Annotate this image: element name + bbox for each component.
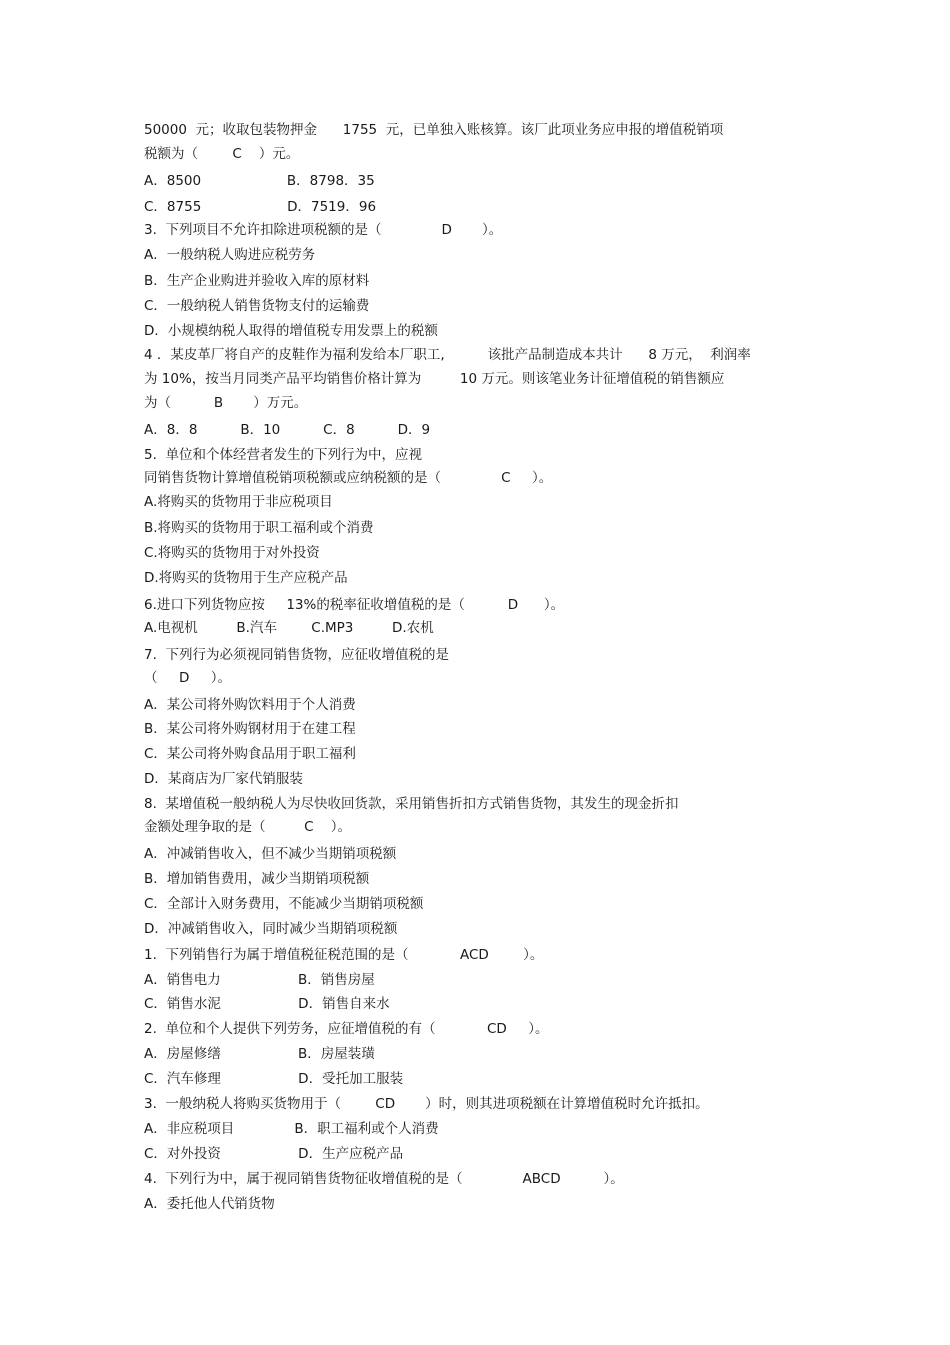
text-line: A.将购买的货物用于非应税项目 [144,494,333,510]
text-line: C．全部计入财务费用，不能减少当期销项税额 [144,896,424,912]
text-line: B．增加销售费用，减少当期销项税额 [144,871,370,887]
text-line: A．委托他人代销货物 [144,1196,275,1212]
text-line: D．冲减销售收入，同时减少当期销项税额 [144,921,398,937]
text-line: A．8．8 B．10 C．8 D．9 [144,422,431,438]
text-line: 6.进口下列货物应按 13%的税率征收增值税的是（ D ）。 [144,597,565,613]
text-line: C．8755 D．7519．96 [144,199,377,215]
text-line: D．某商店为厂家代销服装 [144,771,303,787]
text-line: 同销售货物计算增值税销项税额或应纳税额的是（ C ）。 [144,470,553,486]
text-line: 3. 下列项目不允许扣除进项税额的是（ D ）。 [144,222,503,238]
text-line: 3. 一般纳税人将购买货物用于（ CD ）时，则其进项税额在计算增值税时允许抵扣。 [144,1096,709,1112]
text-line: A.电视机 B.汽车 C.MP3 D.农机 [144,620,434,636]
text-line: 7. 下列行为必须视同销售货物，应征收增值税的是 [144,647,449,663]
text-line: 1. 下列销售行为属于增值税征税范围的是（ ACD ）。 [144,947,544,963]
text-line: C.将购买的货物用于对外投资 [144,545,320,561]
text-line: C．对外投资 D．生产应税产品 [144,1146,404,1162]
text-line: A．一般纳税人购进应税劳务 [144,247,316,263]
text-line: A．冲减销售收入，但不减少当期销项税额 [144,846,397,862]
text-line: C．汽车修理 D．受托加工服装 [144,1071,404,1087]
text-line: A．非应税项目 B．职工福利或个人消费 [144,1121,439,1137]
text-line: C．销售水泥 D．销售自来水 [144,996,390,1012]
text-line: 4. 下列行为中，属于视同销售货物征收增值税的是（ ABCD ）。 [144,1171,624,1187]
text-line: A．8500 B．8798．35 [144,173,375,189]
text-line: 8. 某增值税一般纳税人为尽快收回货款，采用销售折扣方式销售货物，其发生的现金折扣 [144,796,679,812]
text-line: C．一般纳税人销售货物支付的运输费 [144,298,370,314]
text-line: C．某公司将外购食品用于职工福利 [144,746,356,762]
text-line: B．某公司将外购钢材用于在建工程 [144,721,356,737]
text-line: 5. 单位和个体经营者发生的下列行为中，应视 [144,447,422,463]
text-line: 2. 单位和个人提供下列劳务，应征增值税的有（ CD ）。 [144,1021,549,1037]
text-line: B．生产企业购进并验收入库的原材料 [144,273,370,289]
text-line: 为（ B ）万元。 [144,395,308,411]
text-line: A．某公司将外购饮料用于个人消费 [144,697,356,713]
text-line: 4 ．某皮革厂将自产的皮鞋作为福利发给本厂职工, 该批产品制造成本共计 8 万元， 利润率 [144,347,751,363]
text-line: （ D ）。 [144,670,232,686]
text-line: A．销售电力 B．销售房屋 [144,972,375,988]
text-line: A．房屋修缮 B．房屋装璜 [144,1046,375,1062]
text-line: 税额为（ C ）元。 [144,146,300,162]
text-line: 为 10%，按当月同类产品平均销售价格计算为 10 万元。则该笔业务计征增值税的销售额应 [144,371,725,387]
text-line: D．小规模纳税人取得的增值税专用发票上的税额 [144,323,438,339]
text-line: B.将购买的货物用于职工福利或个消费 [144,520,374,536]
text-line: 50000 元；收取包装物押金 1755 元，已单独入账核算。该厂此项业务应申报的增值税销项 [144,122,724,138]
text-line: D.将购买的货物用于生产应税产品 [144,570,348,586]
text-line: 金额处理争取的是（ C ）。 [144,819,351,835]
